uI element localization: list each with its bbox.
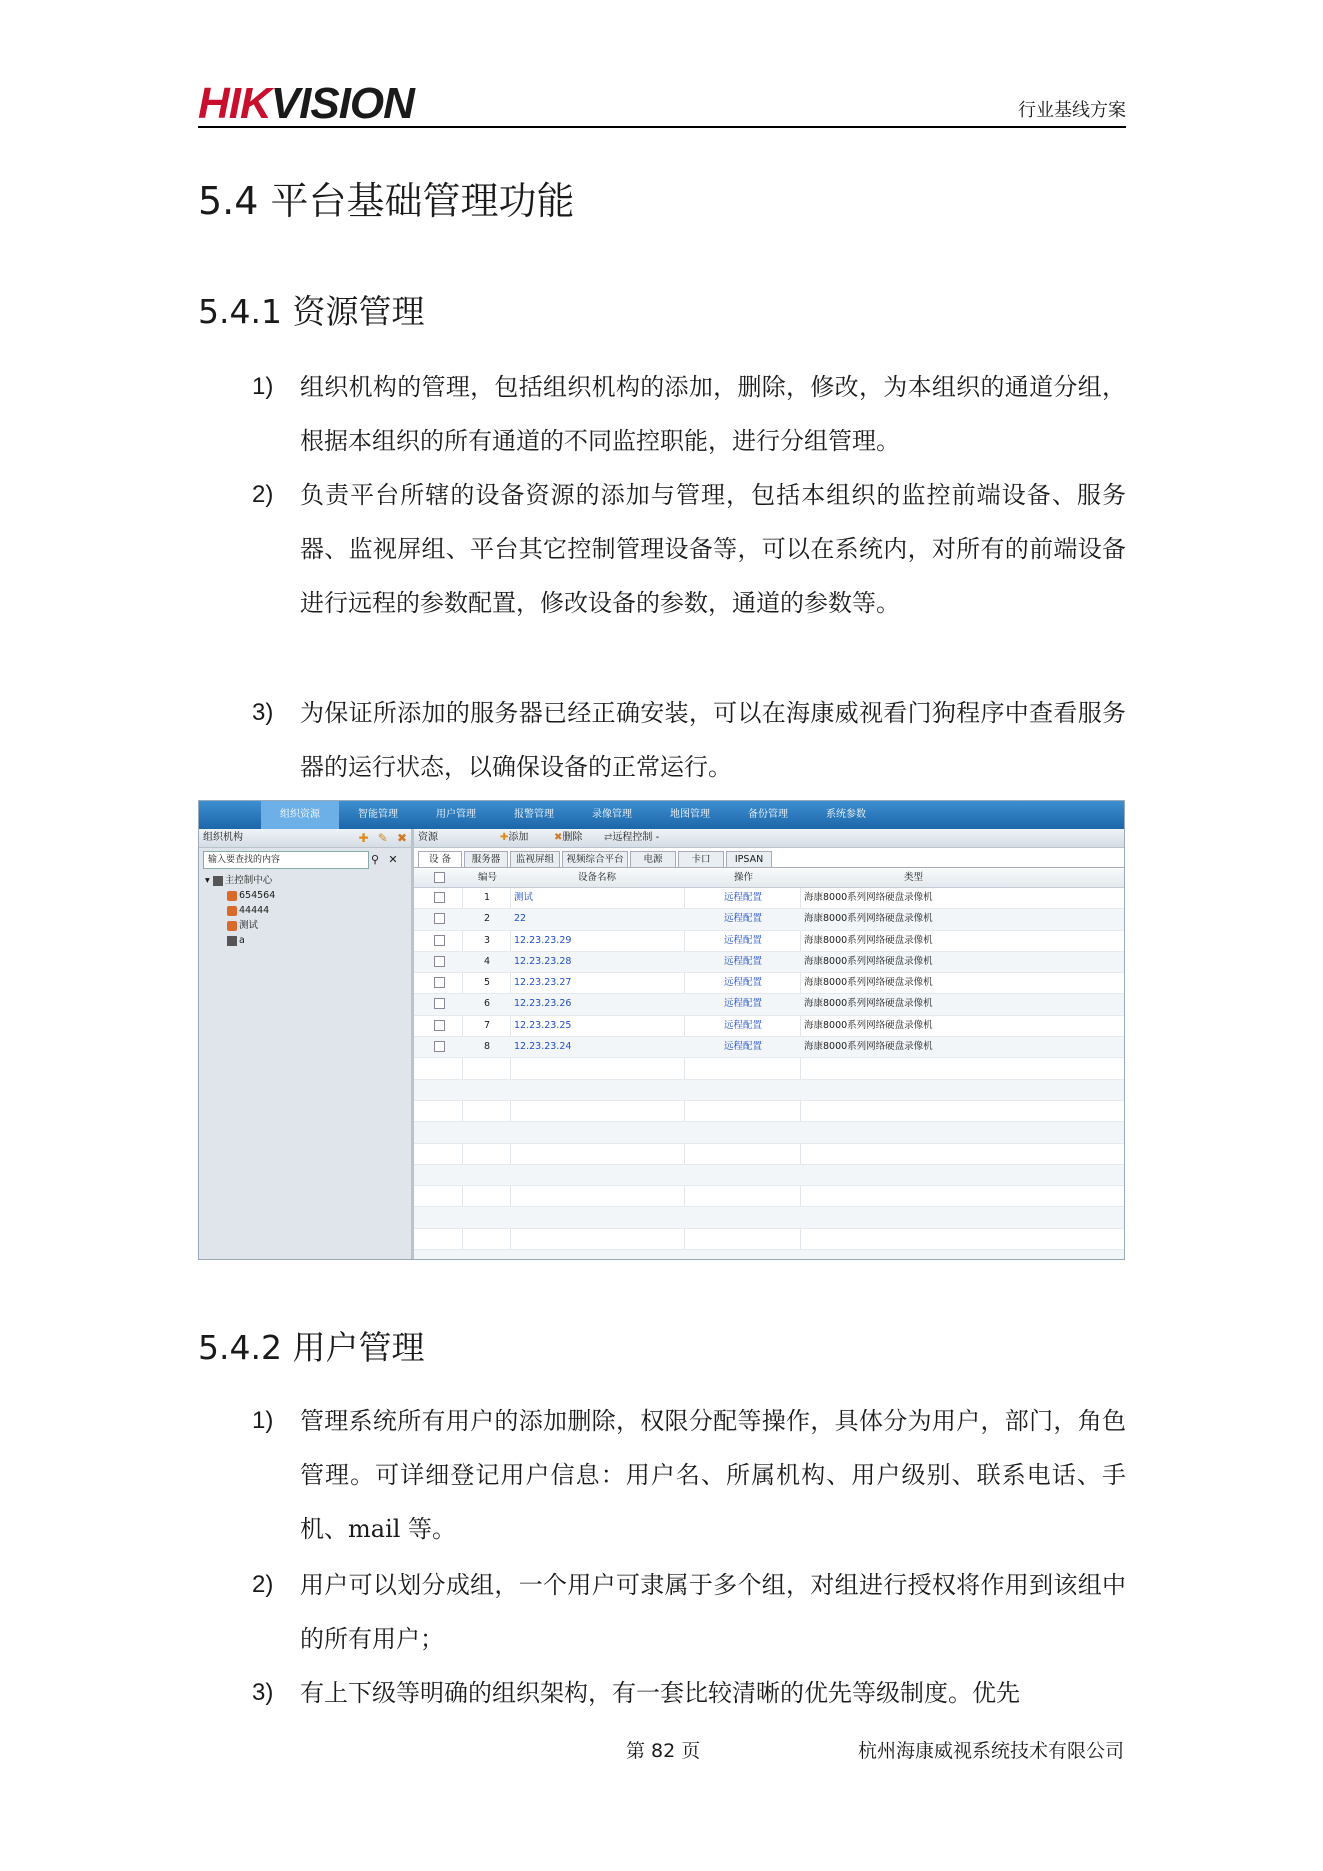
item-number: 1) xyxy=(252,373,274,400)
table-row[interactable] xyxy=(414,931,1124,952)
main-nav-bar xyxy=(199,801,1124,829)
table-row[interactable] xyxy=(414,994,1124,1015)
list-item xyxy=(252,1394,1126,1556)
device-type: 海康8000系列网络硬盘录像机 xyxy=(804,913,933,925)
device-id: 2 xyxy=(484,913,491,925)
device-id: 6 xyxy=(484,998,491,1010)
empty-row xyxy=(414,1122,1124,1143)
remote-icon: ⇄ xyxy=(604,832,613,843)
remote-config-link[interactable]: 远程配置 xyxy=(724,913,763,925)
list-item xyxy=(252,468,1126,630)
hikvision-logo: HIKVISION xyxy=(198,79,414,128)
device-icon xyxy=(227,936,237,946)
device-id: 3 xyxy=(484,934,491,946)
device-type: 海康8000系列网络硬盘录像机 xyxy=(804,955,933,967)
tab-ipsan[interactable]: IPSAN xyxy=(726,851,772,867)
delete-button[interactable]: ✖删除 xyxy=(554,832,583,843)
resource-pane-header xyxy=(414,829,1124,848)
item-number: 3) xyxy=(252,699,274,726)
remote-config-link[interactable]: 远程配置 xyxy=(724,1019,763,1031)
column-header-name: 设备名称 xyxy=(578,872,617,883)
resource-pane-title: 资源 xyxy=(418,832,438,843)
item-number: 2) xyxy=(252,481,274,508)
org-icon xyxy=(227,921,237,931)
section-title: 5.4 平台基础管理功能 xyxy=(198,179,575,223)
remote-config-link[interactable]: 远程配置 xyxy=(724,1041,763,1053)
column-header-type: 类型 xyxy=(904,872,924,883)
device-type: 海康8000系列网络硬盘录像机 xyxy=(804,998,933,1010)
empty-row xyxy=(414,1250,1124,1260)
column-header-op: 操作 xyxy=(734,872,754,883)
resource-management-screenshot xyxy=(198,800,1125,1260)
org-search-input[interactable]: 输入要查找的内容 xyxy=(203,851,369,869)
empty-row xyxy=(414,1080,1124,1101)
org-tree-pane xyxy=(199,829,414,1259)
list-item xyxy=(252,1558,1126,1666)
device-type: 海康8000系列网络硬盘录像机 xyxy=(804,1019,933,1031)
add-icon: ✚ xyxy=(500,832,509,843)
search-icon[interactable]: ⚲ xyxy=(370,853,380,866)
edit-icon[interactable]: ✎ xyxy=(377,831,388,845)
row-checkbox[interactable] xyxy=(434,952,445,972)
tab-user-manage[interactable]: 用户管理 xyxy=(436,809,476,820)
device-id: 5 xyxy=(484,977,491,989)
org-pane-title: 组织机构 xyxy=(203,832,243,843)
add-button[interactable]: ✚添加 xyxy=(500,832,529,843)
column-header-id: 编号 xyxy=(478,872,498,883)
empty-row xyxy=(414,1058,1124,1079)
device-type: 海康8000系列网络硬盘录像机 xyxy=(804,1041,933,1053)
empty-row xyxy=(414,1165,1124,1186)
table-header xyxy=(414,869,1124,888)
item-number: 2) xyxy=(252,1571,274,1598)
select-all-checkbox[interactable] xyxy=(434,869,445,887)
table-row[interactable] xyxy=(414,973,1124,994)
tab-video-platform[interactable]: 视频综合平台 xyxy=(562,851,628,867)
footer-company: 杭州海康威视系统技术有限公司 xyxy=(857,1740,1124,1762)
device-type: 海康8000系列网络硬盘录像机 xyxy=(804,977,933,989)
remote-control-button[interactable]: ⇄远程控制 - xyxy=(604,832,660,843)
tab-backup-manage[interactable]: 备份管理 xyxy=(748,809,788,820)
resource-type-tabs xyxy=(414,849,1124,868)
clear-icon[interactable]: ✕ xyxy=(388,853,398,866)
item-text: 负责平台所辖的设备资源的添加与管理，包括本组织的监控前端设备、服务器、监视屏组、平台其它控制管理设备等，可以在系统内，对所有的前端设备进行远程的参数配置，修改设备的参数，通道的参数等。 xyxy=(300,481,1126,617)
tree-node[interactable]: a xyxy=(205,933,275,948)
header-doc-title: 行业基线方案 xyxy=(1018,100,1126,121)
empty-row xyxy=(414,1144,1124,1165)
item-text: 用户可以划分成组，一个用户可隶属于多个组，对组进行授权将作用到该组中的所有用户； xyxy=(300,1571,1126,1653)
remote-config-link[interactable]: 远程配置 xyxy=(724,934,763,946)
device-id: 8 xyxy=(484,1041,491,1053)
empty-row xyxy=(414,1186,1124,1207)
remote-config-link[interactable]: 远程配置 xyxy=(724,998,763,1010)
org-icon xyxy=(227,906,237,916)
empty-row xyxy=(414,1229,1124,1250)
table-row[interactable] xyxy=(414,1037,1124,1058)
table-row[interactable] xyxy=(414,888,1124,909)
device-name: 22 xyxy=(514,913,527,925)
tree-node[interactable]: 测试 xyxy=(205,918,275,933)
item-number: 3) xyxy=(252,1679,274,1706)
empty-row xyxy=(414,1101,1124,1122)
device-id: 1 xyxy=(484,892,491,903)
device-table xyxy=(414,869,1124,1260)
device-name: 12.23.23.26 xyxy=(514,998,572,1010)
list-item xyxy=(252,1666,1126,1720)
item-text: 为保证所添加的服务器已经正确安装，可以在海康威视看门狗程序中查看服务器的运行状态，以确保设备的正常运行。 xyxy=(300,699,1126,781)
tab-record-manage[interactable]: 录像管理 xyxy=(592,809,632,820)
device-id: 4 xyxy=(484,955,491,967)
list-item xyxy=(252,360,1126,468)
org-tree xyxy=(205,873,275,948)
subsection-title-user: 5.4.2 用户管理 xyxy=(198,1328,425,1367)
row-checkbox[interactable] xyxy=(434,973,445,993)
item-number: 1) xyxy=(252,1407,274,1434)
tree-node-root[interactable]: ▾ 主控制中心 xyxy=(205,875,273,886)
tab-server[interactable]: 服务器 xyxy=(464,851,508,867)
row-checkbox[interactable] xyxy=(434,909,445,929)
page-header xyxy=(198,79,1126,128)
tab-alarm-manage[interactable]: 报警管理 xyxy=(514,809,554,820)
remote-config-link[interactable]: 远程配置 xyxy=(724,892,763,903)
device-name: 测试 xyxy=(514,892,534,903)
empty-row xyxy=(414,1207,1124,1228)
tab-power[interactable]: 电源 xyxy=(630,851,676,867)
tab-smart-manage[interactable]: 智能管理 xyxy=(358,809,398,820)
row-checkbox[interactable] xyxy=(434,994,445,1014)
tab-system-params[interactable]: 系统参数 xyxy=(826,809,866,820)
tree-node[interactable]: 44444 xyxy=(205,903,275,918)
tab-checkpoint[interactable]: 卡口 xyxy=(678,851,724,867)
device-name: 12.23.23.28 xyxy=(514,955,572,967)
table-row[interactable] xyxy=(414,1016,1124,1037)
tab-org-resource[interactable]: 组织资源 xyxy=(261,801,339,829)
device-type: 海康8000系列网络硬盘录像机 xyxy=(804,934,933,946)
row-checkbox[interactable] xyxy=(434,1016,445,1036)
item-text: 管理系统所有用户的添加删除，权限分配等操作，具体分为用户，部门，角色管理。可详细登记用户信息：用户名、所属机构、用户级别、联系电话、手机、mail 等。 xyxy=(300,1407,1126,1543)
device-name: 12.23.23.29 xyxy=(514,934,572,946)
tab-monitor-wall[interactable]: 监视屏组 xyxy=(510,851,560,867)
control-center-icon xyxy=(213,876,223,886)
add-icon[interactable]: ✚ xyxy=(358,831,369,845)
delete-icon[interactable]: ✖ xyxy=(396,831,407,845)
delete-icon: ✖ xyxy=(554,832,563,843)
row-checkbox[interactable] xyxy=(434,931,445,951)
table-row[interactable] xyxy=(414,952,1124,973)
item-text: 组织机构的管理，包括组织机构的添加，删除，修改，为本组织的通道分组，根据本组织的所有通道的不同监控职能，进行分组管理。 xyxy=(300,373,1126,455)
device-name: 12.23.23.25 xyxy=(514,1019,572,1031)
device-name: 12.23.23.24 xyxy=(514,1041,572,1053)
subsection-title-resource: 5.4.1 资源管理 xyxy=(198,292,425,331)
device-name: 12.23.23.27 xyxy=(514,977,572,989)
page-number: 第 82 页 xyxy=(626,1740,701,1762)
device-type: 海康8000系列网络硬盘录像机 xyxy=(804,892,933,903)
table-row[interactable] xyxy=(414,909,1124,930)
device-id: 7 xyxy=(484,1019,491,1031)
row-checkbox[interactable] xyxy=(434,1037,445,1057)
tree-node[interactable]: 654564 xyxy=(205,888,275,903)
remote-config-link[interactable]: 远程配置 xyxy=(724,955,763,967)
org-pane-header xyxy=(199,829,411,848)
org-icon xyxy=(227,891,237,901)
item-text: 有上下级等明确的组织架构，有一套比较清晰的优先等级制度。优先 xyxy=(300,1679,1020,1707)
tab-device[interactable]: 设 备 xyxy=(418,851,462,867)
remote-config-link[interactable]: 远程配置 xyxy=(724,977,763,989)
tab-map-manage[interactable]: 地图管理 xyxy=(670,809,710,820)
list-item xyxy=(252,686,1126,794)
resource-pane xyxy=(414,829,1124,1259)
row-checkbox[interactable] xyxy=(434,888,445,908)
